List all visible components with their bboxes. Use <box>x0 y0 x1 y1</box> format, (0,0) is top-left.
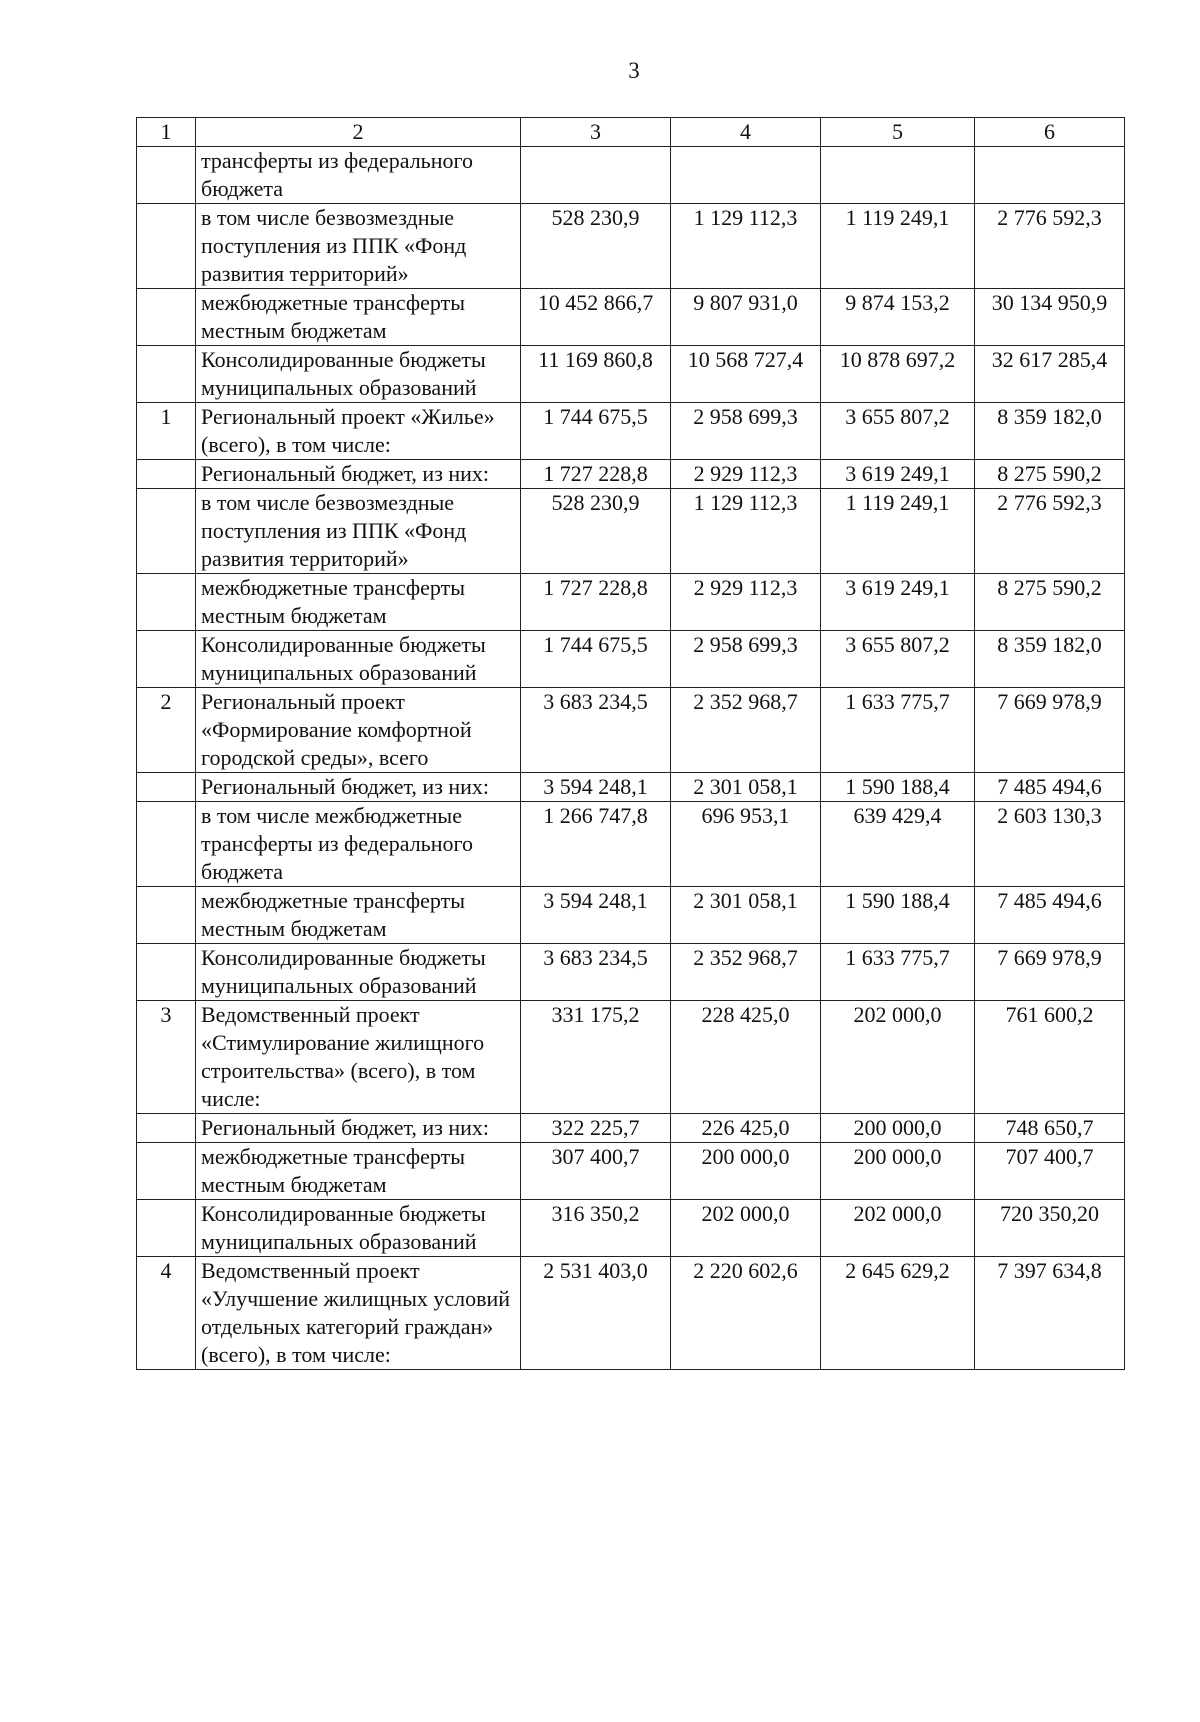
value-cell: 696 953,1 <box>671 802 821 887</box>
row-index-cell <box>137 1200 196 1257</box>
row-description-cell: межбюджетные трансферты местным бюджетам <box>196 1143 521 1200</box>
table-row <box>137 631 1125 688</box>
table-row <box>137 574 1125 631</box>
value-cell: 528 230,9 <box>521 489 671 574</box>
row-description-cell: Консолидированные бюджеты муниципальных образований <box>196 631 521 688</box>
value-cell: 32 617 285,4 <box>975 346 1125 403</box>
row-index-cell <box>137 773 196 802</box>
table-row <box>137 460 1125 489</box>
row-index-cell <box>137 1143 196 1200</box>
value-cell: 316 350,2 <box>521 1200 671 1257</box>
table-row <box>137 489 1125 574</box>
row-description-cell: Региональный бюджет, из них: <box>196 460 521 489</box>
value-cell: 10 878 697,2 <box>821 346 975 403</box>
value-cell: 1 266 747,8 <box>521 802 671 887</box>
value-cell: 1 744 675,5 <box>521 631 671 688</box>
value-cell: 9 807 931,0 <box>671 289 821 346</box>
table-row <box>137 1143 1125 1200</box>
value-cell: 1 744 675,5 <box>521 403 671 460</box>
column-header: 6 <box>975 118 1125 147</box>
value-cell: 2 776 592,3 <box>975 489 1125 574</box>
value-cell: 10 452 866,7 <box>521 289 671 346</box>
value-cell: 30 134 950,9 <box>975 289 1125 346</box>
row-index-cell: 1 <box>137 403 196 460</box>
value-cell: 748 650,7 <box>975 1114 1125 1143</box>
value-cell: 2 301 058,1 <box>671 887 821 944</box>
row-description-cell: Ведомственный проект «Стимулирование жилищного строительства» (всего), в том числе: <box>196 1001 521 1114</box>
value-cell: 2 352 968,7 <box>671 944 821 1001</box>
value-cell: 2 531 403,0 <box>521 1257 671 1370</box>
column-header: 2 <box>196 118 521 147</box>
value-cell: 8 275 590,2 <box>975 574 1125 631</box>
value-cell <box>671 147 821 204</box>
value-cell: 1 119 249,1 <box>821 489 975 574</box>
value-cell: 2 603 130,3 <box>975 802 1125 887</box>
row-description-cell: Консолидированные бюджеты муниципальных образований <box>196 1200 521 1257</box>
value-cell: 2 776 592,3 <box>975 204 1125 289</box>
value-cell: 3 655 807,2 <box>821 403 975 460</box>
value-cell: 639 429,4 <box>821 802 975 887</box>
value-cell: 1 129 112,3 <box>671 489 821 574</box>
table-row <box>137 346 1125 403</box>
value-cell <box>821 147 975 204</box>
value-cell: 2 301 058,1 <box>671 773 821 802</box>
value-cell: 7 669 978,9 <box>975 688 1125 773</box>
table-row <box>137 944 1125 1001</box>
value-cell: 2 929 112,3 <box>671 460 821 489</box>
value-cell: 7 397 634,8 <box>975 1257 1125 1370</box>
row-index-cell <box>137 631 196 688</box>
value-cell: 1 633 775,7 <box>821 688 975 773</box>
value-cell: 10 568 727,4 <box>671 346 821 403</box>
value-cell: 200 000,0 <box>821 1114 975 1143</box>
column-header: 5 <box>821 118 975 147</box>
row-index-cell <box>137 346 196 403</box>
value-cell: 202 000,0 <box>821 1001 975 1114</box>
row-description-cell: в том числе межбюджетные трансферты из федерального бюджета <box>196 802 521 887</box>
table-row <box>137 204 1125 289</box>
row-index-cell: 4 <box>137 1257 196 1370</box>
value-cell: 3 594 248,1 <box>521 773 671 802</box>
value-cell: 7 485 494,6 <box>975 773 1125 802</box>
value-cell: 1 590 188,4 <box>821 773 975 802</box>
column-header: 3 <box>521 118 671 147</box>
table-row <box>137 773 1125 802</box>
value-cell: 2 645 629,2 <box>821 1257 975 1370</box>
value-cell: 3 683 234,5 <box>521 944 671 1001</box>
row-index-cell <box>137 489 196 574</box>
value-cell: 3 683 234,5 <box>521 688 671 773</box>
row-index-cell <box>137 802 196 887</box>
row-description-cell: в том числе безвозмездные поступления из ППК «Фонд развития территорий» <box>196 204 521 289</box>
row-index-cell <box>137 289 196 346</box>
value-cell: 761 600,2 <box>975 1001 1125 1114</box>
row-description-cell: трансферты из федерального бюджета <box>196 147 521 204</box>
value-cell: 8 359 182,0 <box>975 631 1125 688</box>
row-description-cell: Региональный проект «Жилье» (всего), в том числе: <box>196 403 521 460</box>
column-header: 4 <box>671 118 821 147</box>
table-row <box>137 289 1125 346</box>
value-cell: 2 352 968,7 <box>671 688 821 773</box>
value-cell: 2 958 699,3 <box>671 631 821 688</box>
value-cell: 11 169 860,8 <box>521 346 671 403</box>
value-cell: 2 929 112,3 <box>671 574 821 631</box>
value-cell <box>521 147 671 204</box>
table-row <box>137 1114 1125 1143</box>
value-cell: 322 225,7 <box>521 1114 671 1143</box>
value-cell: 3 619 249,1 <box>821 574 975 631</box>
value-cell: 1 119 249,1 <box>821 204 975 289</box>
value-cell: 3 619 249,1 <box>821 460 975 489</box>
value-cell: 228 425,0 <box>671 1001 821 1114</box>
row-description-cell: Консолидированные бюджеты муниципальных образований <box>196 944 521 1001</box>
value-cell: 1 590 188,4 <box>821 887 975 944</box>
value-cell: 200 000,0 <box>671 1143 821 1200</box>
value-cell: 1 633 775,7 <box>821 944 975 1001</box>
row-index-cell: 2 <box>137 688 196 773</box>
value-cell: 8 359 182,0 <box>975 403 1125 460</box>
value-cell: 720 350,20 <box>975 1200 1125 1257</box>
table-row <box>137 1257 1125 1370</box>
value-cell: 3 655 807,2 <box>821 631 975 688</box>
table-body <box>137 147 1125 1370</box>
row-description-cell: в том числе безвозмездные поступления из ППК «Фонд развития территорий» <box>196 489 521 574</box>
value-cell: 1 727 228,8 <box>521 574 671 631</box>
row-description-cell: Ведомственный проект «Улучшение жилищных условий отдельных категорий граждан» (всего), в том числе: <box>196 1257 521 1370</box>
value-cell <box>975 147 1125 204</box>
value-cell: 331 175,2 <box>521 1001 671 1114</box>
row-index-cell <box>137 574 196 631</box>
page-number: 3 <box>628 58 640 83</box>
value-cell: 1 727 228,8 <box>521 460 671 489</box>
table-row <box>137 403 1125 460</box>
value-cell: 2 220 602,6 <box>671 1257 821 1370</box>
row-description-cell: Региональный проект «Формирование комфортной городской среды», всего <box>196 688 521 773</box>
table-row <box>137 802 1125 887</box>
row-description-cell: Консолидированные бюджеты муниципальных образований <box>196 346 521 403</box>
value-cell: 202 000,0 <box>821 1200 975 1257</box>
row-description-cell: Региональный бюджет, из них: <box>196 773 521 802</box>
value-cell: 7 485 494,6 <box>975 887 1125 944</box>
value-cell: 1 129 112,3 <box>671 204 821 289</box>
row-index-cell <box>137 1114 196 1143</box>
row-index-cell <box>137 944 196 1001</box>
row-description-cell: межбюджетные трансферты местным бюджетам <box>196 289 521 346</box>
table-row <box>137 887 1125 944</box>
value-cell: 307 400,7 <box>521 1143 671 1200</box>
table-row <box>137 1200 1125 1257</box>
table-row <box>137 147 1125 204</box>
table-row <box>137 688 1125 773</box>
value-cell: 7 669 978,9 <box>975 944 1125 1001</box>
row-description-cell: межбюджетные трансферты местным бюджетам <box>196 887 521 944</box>
row-description-cell: Региональный бюджет, из них: <box>196 1114 521 1143</box>
row-description-cell: межбюджетные трансферты местным бюджетам <box>196 574 521 631</box>
row-index-cell <box>137 147 196 204</box>
row-index-cell <box>137 460 196 489</box>
value-cell: 9 874 153,2 <box>821 289 975 346</box>
row-index-cell <box>137 204 196 289</box>
value-cell: 202 000,0 <box>671 1200 821 1257</box>
value-cell: 3 594 248,1 <box>521 887 671 944</box>
value-cell: 707 400,7 <box>975 1143 1125 1200</box>
row-index-cell: 3 <box>137 1001 196 1114</box>
value-cell: 8 275 590,2 <box>975 460 1125 489</box>
table-row <box>137 1001 1125 1114</box>
column-header: 1 <box>137 118 196 147</box>
table-header-row <box>137 118 1125 147</box>
value-cell: 528 230,9 <box>521 204 671 289</box>
row-index-cell <box>137 887 196 944</box>
budget-table <box>136 117 1125 1370</box>
value-cell: 200 000,0 <box>821 1143 975 1200</box>
value-cell: 226 425,0 <box>671 1114 821 1143</box>
value-cell: 2 958 699,3 <box>671 403 821 460</box>
